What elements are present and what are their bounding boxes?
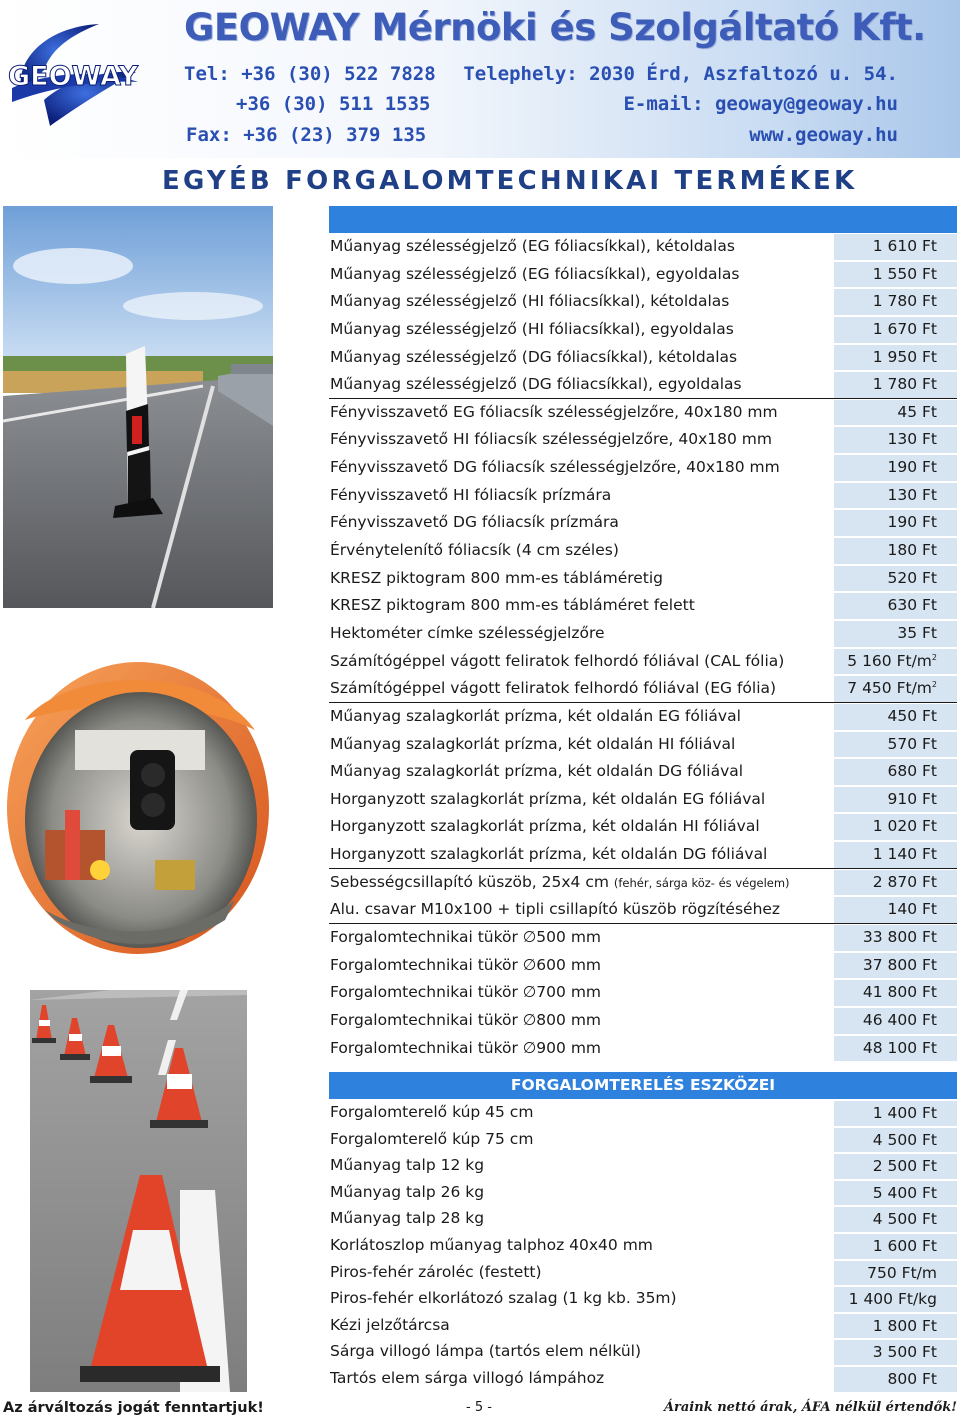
phone-2: +36 (30) 511 1535	[236, 93, 431, 115]
product-name: Forgalomtechnikai tükör ∅600 mm	[330, 955, 602, 974]
traffic-cones-photo	[30, 990, 247, 1392]
table-row	[329, 1153, 957, 1180]
product-name: Tartós elem sárga villogó lámpához	[330, 1368, 605, 1387]
product-price: 46 400 Ft	[834, 1008, 957, 1034]
table-row	[329, 1339, 957, 1366]
product-name: Hektométer címke szélességjelzőre	[330, 623, 605, 642]
product-name: Műanyag talp 26 kg	[330, 1182, 485, 1201]
product-price: 180 Ft	[834, 538, 957, 564]
table-row	[329, 233, 957, 261]
price-table	[329, 233, 957, 1062]
product-name: Műanyag szélességjelző (HI fóliacsíkkal), kétoldalas	[330, 292, 730, 311]
product-price: 2 870 Ft	[834, 870, 957, 896]
table-row	[329, 261, 957, 289]
table-row	[329, 426, 957, 454]
product-price: 1 400 Ft	[834, 1101, 957, 1126]
table-row	[329, 509, 957, 537]
table-row	[329, 482, 957, 510]
product-price: 3 500 Ft	[834, 1340, 957, 1365]
product-name: Műanyag szélességjelző (EG fóliacsíkkal), kétoldalas	[330, 237, 735, 255]
product-name: Műanyag szélességjelző (DG fóliacsíkkal), kétoldalas	[330, 347, 738, 366]
product-price: 750 Ft/m	[834, 1261, 957, 1286]
table-row	[329, 896, 957, 924]
product-price: 1 600 Ft	[834, 1234, 957, 1259]
table-row	[329, 648, 957, 676]
table-header-bar	[329, 206, 957, 233]
table-row	[329, 952, 957, 980]
page-number: - 5 -	[466, 1400, 492, 1415]
table-row	[329, 1286, 957, 1313]
price-table-2	[329, 1100, 957, 1393]
fax-number: Fax: +36 (23) 379 135	[186, 124, 427, 146]
product-price: 450 Ft	[834, 704, 957, 730]
product-name: Fényvisszavető EG fóliacsík szélességjelzőre, 40x180 mm	[330, 402, 778, 421]
delineator-photo	[3, 206, 273, 608]
table-row	[329, 565, 957, 593]
product-name: Fényvisszavető HI fóliacsík prízmára	[330, 485, 612, 504]
product-name: Forgalomterelő kúp 45 cm	[330, 1103, 534, 1121]
table-row	[329, 371, 957, 399]
product-price: 35 Ft	[834, 621, 957, 647]
company-name: GEOWAY Mérnöki és Szolgáltató Kft.	[184, 6, 926, 49]
product-price: 130 Ft	[834, 427, 957, 453]
footer-disclaimer: Az árváltozás jogát fenntartjuk!	[3, 1400, 264, 1416]
table-row	[329, 1127, 957, 1154]
footer-vat-note: Áraink nettó árak, ÁFA nélkül értendők!	[663, 1400, 957, 1415]
product-name: KRESZ piktogram 800 mm-es tábláméretig	[330, 568, 664, 587]
product-name: Műanyag szélességjelző (HI fóliacsíkkal), egyoldalas	[330, 319, 734, 338]
table-row	[329, 316, 957, 344]
page-header	[0, 0, 960, 158]
product-price: 1 780 Ft	[834, 372, 957, 398]
product-name: KRESZ piktogram 800 mm-es tábláméret felett	[330, 596, 695, 615]
product-name: Forgalomtechnikai tükör ∅700 mm	[330, 983, 602, 1002]
product-name: Műanyag talp 12 kg	[330, 1156, 485, 1175]
product-name: Műanyag talp 28 kg	[330, 1209, 485, 1228]
product-name: Horganyzott szalagkorlát prízma, két oldalán DG fóliával	[330, 845, 768, 864]
product-price: 5 400 Ft	[834, 1181, 957, 1206]
email-link[interactable]: E-mail: geoway@geoway.hu	[623, 93, 898, 115]
table-row	[329, 537, 957, 565]
product-price: 680 Ft	[834, 759, 957, 785]
product-price: 1 950 Ft	[834, 345, 957, 371]
product-price: 1 550 Ft	[834, 262, 957, 288]
product-price: 1 780 Ft	[834, 289, 957, 315]
product-name: Horganyzott szalagkorlát prízma, két oldalán EG fóliával	[330, 789, 766, 808]
product-name: Fényvisszavető HI fóliacsík szélességjelzőre, 40x180 mm	[330, 430, 772, 449]
product-price: 140 Ft	[834, 897, 957, 923]
product-name: Sebességcsillapító küszöb, 25x4 cm (fehér, sárga köz- és végelem)	[330, 872, 790, 891]
product-price: 7 450 $Ft/m^2$	[834, 676, 957, 702]
table-row	[329, 1260, 957, 1287]
product-note: (fehér, sárga köz- és végelem)	[613, 875, 790, 890]
product-price: 130 Ft	[834, 483, 957, 509]
product-price: 4 500 Ft	[834, 1128, 957, 1153]
product-name: Piros-fehér zároléc (festett)	[330, 1262, 542, 1281]
site-address: Telephely: 2030 Érd, Aszfaltozó u. 54.	[463, 63, 898, 85]
geoway-logo-icon	[4, 22, 142, 132]
product-name: Műanyag szélességjelző (EG fóliacsíkkal), egyoldalas	[330, 264, 740, 283]
table-row	[329, 731, 957, 759]
table-row	[329, 1035, 957, 1063]
product-price: 33 800 Ft	[834, 925, 957, 951]
table-row	[329, 979, 957, 1007]
product-price: 48 100 Ft	[834, 1036, 957, 1062]
phone-1: Tel: +36 (30) 522 7828	[184, 63, 436, 85]
table-row	[329, 758, 957, 786]
section2-header-bar	[329, 1072, 957, 1099]
section2-title: FORGALOMTERELÉS ESZKÖZEI	[510, 1076, 776, 1094]
table-row	[329, 620, 957, 648]
section-title: EGYÉB FORGALOMTECHNIKAI TERMÉKEK	[162, 166, 858, 196]
product-name: Műanyag szalagkorlát prízma, két oldalán DG fóliával	[330, 762, 744, 781]
product-price: 910 Ft	[834, 787, 957, 813]
svg-text:GEOWAY: GEOWAY	[8, 61, 138, 92]
product-name: Számítógéppel vágott feliratok felhordó fóliával (EG fólia)	[330, 679, 777, 698]
table-row	[329, 1313, 957, 1340]
product-price: 570 Ft	[834, 732, 957, 758]
table-row	[329, 786, 957, 814]
product-price: 1 800 Ft	[834, 1314, 957, 1339]
product-price: 1 020 Ft	[834, 814, 957, 840]
product-name: Forgalomterelő kúp 75 cm	[330, 1129, 534, 1148]
table-row	[329, 344, 957, 372]
table-row	[329, 675, 957, 703]
product-name: Számítógéppel vágott feliratok felhordó fóliával (CAL fólia)	[330, 651, 785, 670]
table-row	[329, 841, 957, 869]
product-price: 1 670 Ft	[834, 317, 957, 343]
product-name: Műanyag szélességjelző (DG fóliacsíkkal), egyoldalas	[330, 375, 742, 394]
product-name: Fényvisszavető DG fóliacsík szélességjelzőre, 40x180 mm	[330, 458, 780, 477]
product-price: 800 Ft	[834, 1367, 957, 1392]
product-name: Érvénytelenítő fóliacsík (4 cm széles)	[330, 541, 619, 560]
product-name: Piros-fehér elkorlátozó szalag (1 kg kb. 35m)	[330, 1289, 677, 1308]
product-name: Sárga villogó lámpa (tartós elem nélkül)	[330, 1342, 641, 1361]
product-price: 630 Ft	[834, 593, 957, 619]
product-name: Forgalomtechnikai tükör ∅800 mm	[330, 1010, 602, 1029]
product-price: 4 500 Ft	[834, 1207, 957, 1232]
product-price: 37 800 Ft	[834, 953, 957, 979]
product-price: 45 Ft	[834, 400, 957, 426]
table-row	[329, 1206, 957, 1233]
product-price: 2 500 Ft	[834, 1154, 957, 1179]
product-price: 1 140 Ft	[834, 842, 957, 868]
table-row	[329, 924, 957, 952]
table-row	[329, 869, 957, 897]
product-name: Forgalomtechnikai tükör ∅900 mm	[330, 1038, 602, 1057]
product-name: Műanyag szalagkorlát prízma, két oldalán HI fóliával	[330, 734, 736, 753]
table-row	[329, 1366, 957, 1393]
table-row	[329, 454, 957, 482]
product-name: Alu. csavar M10x100 + tipli csillapító küszöb rögzítéséhez	[330, 900, 781, 919]
table-row	[329, 1180, 957, 1207]
table-row	[329, 703, 957, 731]
product-price: 1 400 Ft/kg	[834, 1287, 957, 1312]
table-row	[329, 1100, 957, 1127]
product-price: 520 Ft	[834, 566, 957, 592]
product-price: 190 Ft	[834, 510, 957, 536]
table-row	[329, 592, 957, 620]
table-row	[329, 1007, 957, 1035]
product-price: 1 610 Ft	[834, 234, 957, 260]
product-price: 190 Ft	[834, 455, 957, 481]
website-link[interactable]: www.geoway.hu	[749, 124, 898, 146]
product-name: Fényvisszavető DG fóliacsík prízmára	[330, 513, 619, 532]
table-row	[329, 288, 957, 316]
product-name: Kézi jelzőtárcsa	[330, 1315, 450, 1334]
table-row	[329, 1233, 957, 1260]
product-name: Horganyzott szalagkorlát prízma, két oldalán HI fóliával	[330, 817, 760, 836]
product-name: Műanyag szalagkorlát prízma, két oldalán EG fóliával	[330, 706, 741, 725]
traffic-mirror-photo	[5, 660, 271, 956]
table-row	[329, 399, 957, 427]
product-price: 5 160 $Ft/m^2$	[834, 649, 957, 675]
product-name: Forgalomtechnikai tükör ∅500 mm	[330, 928, 602, 947]
table-row	[329, 813, 957, 841]
product-name: Korlátoszlop műanyag talphoz 40x40 mm	[330, 1235, 653, 1254]
product-price: 41 800 Ft	[834, 980, 957, 1006]
